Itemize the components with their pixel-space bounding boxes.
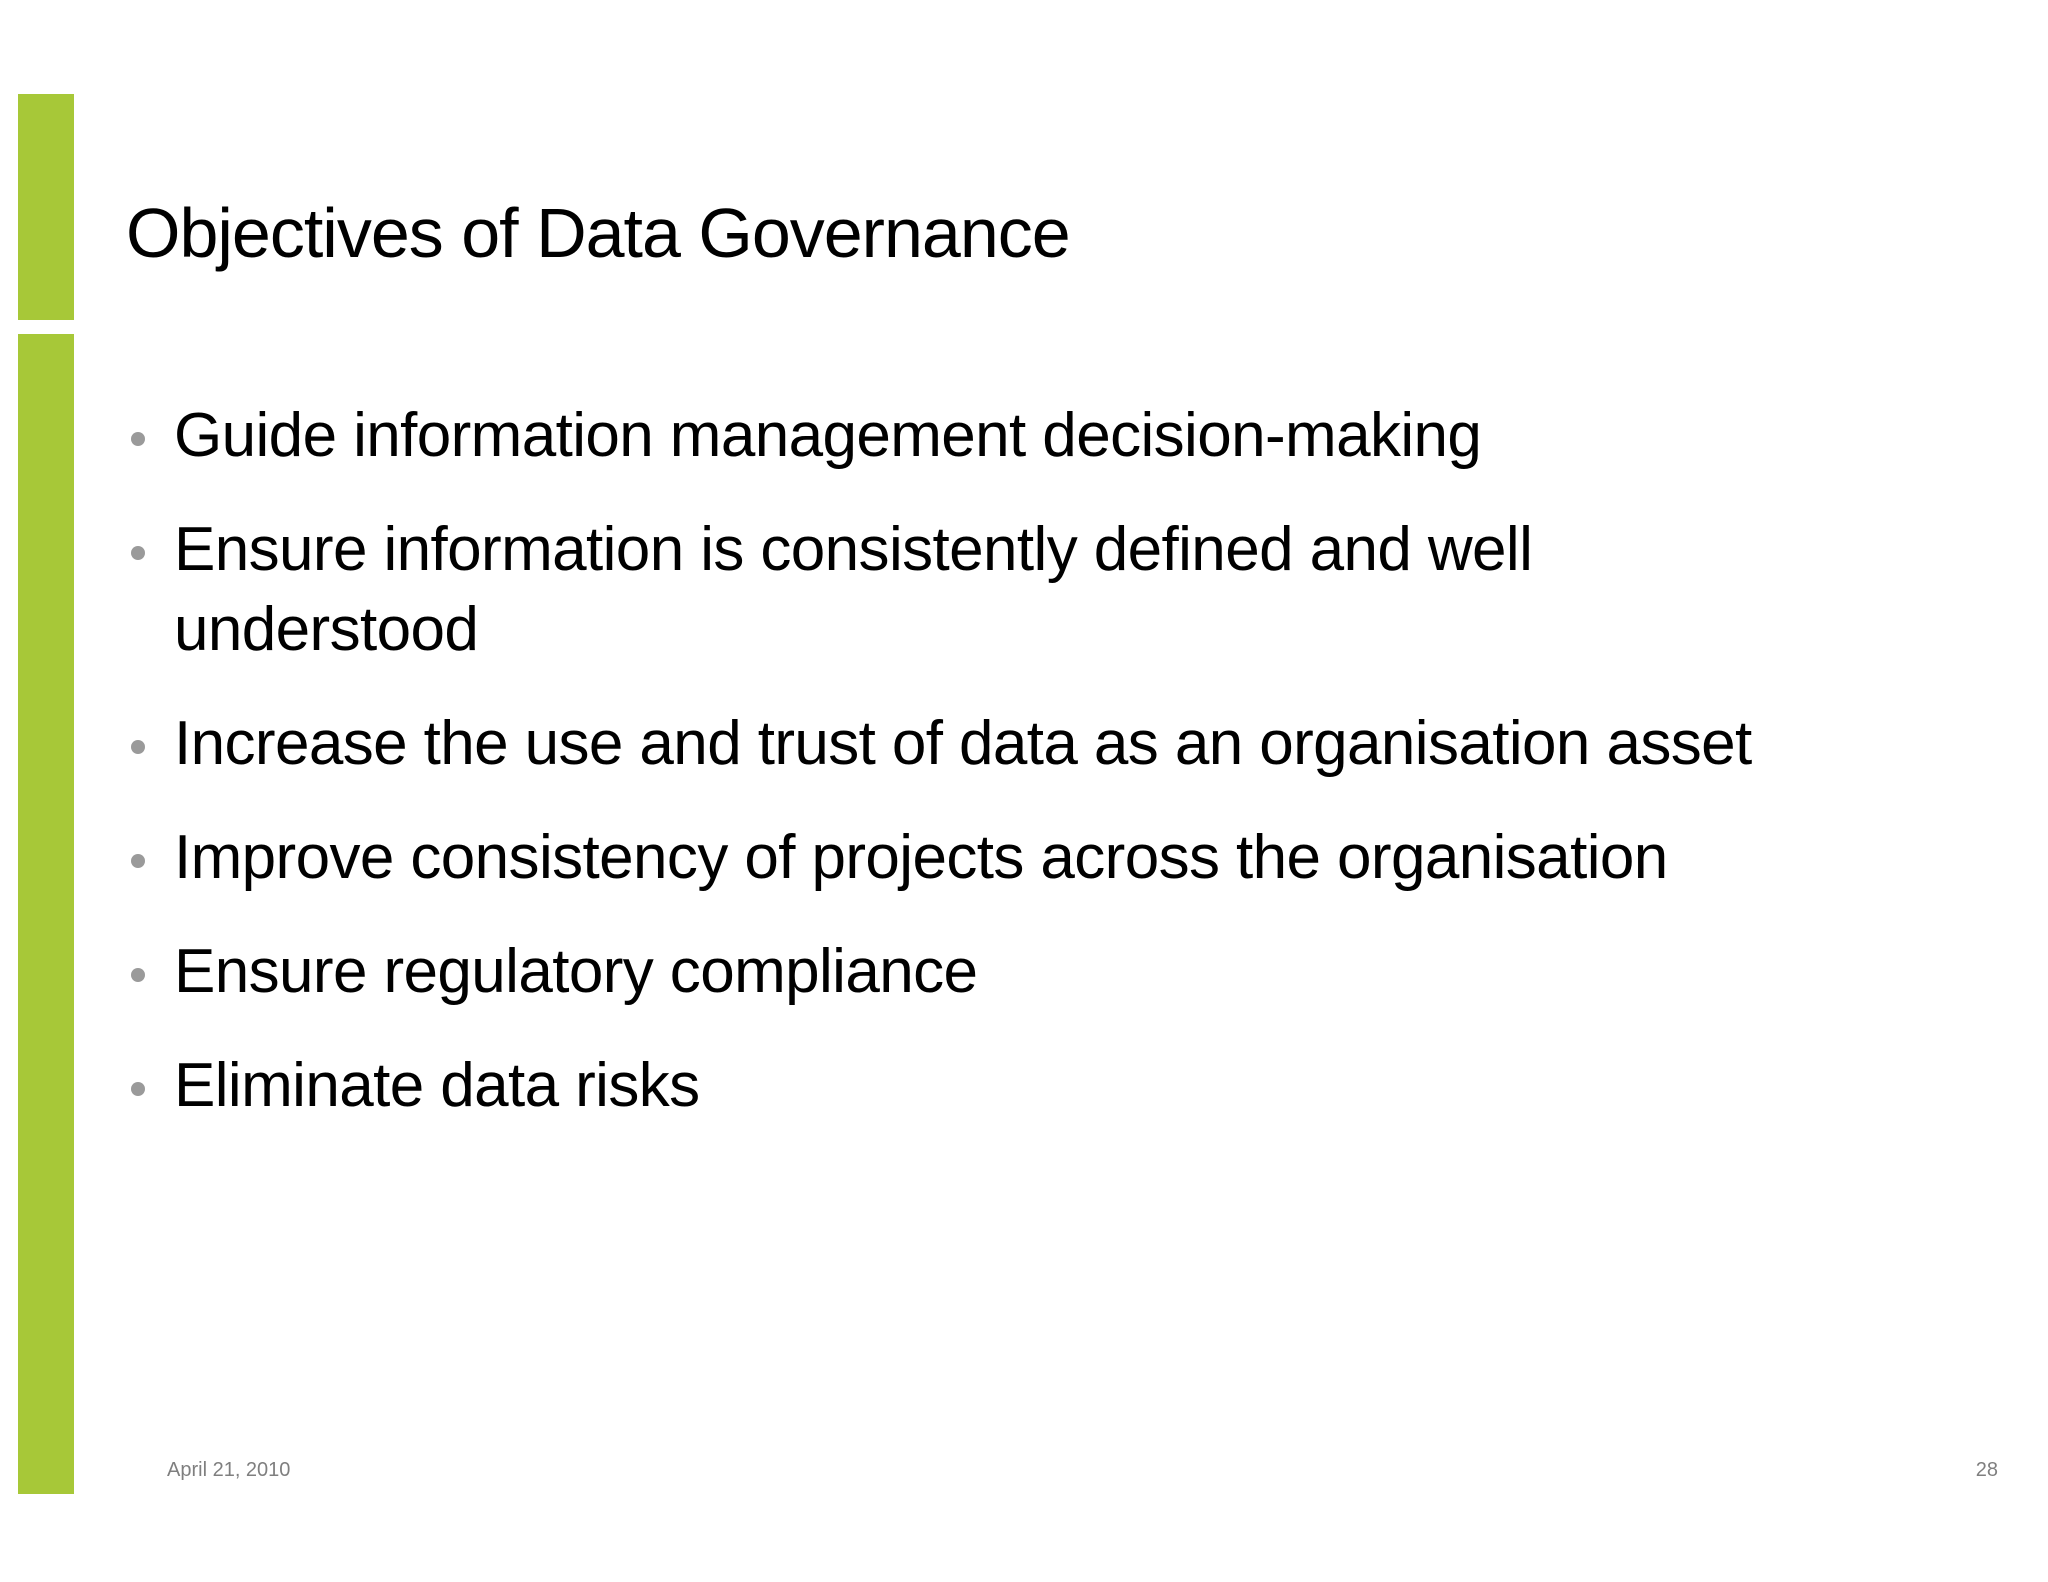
bullet-dot-icon — [131, 1082, 145, 1096]
bullet-item — [126, 510, 1794, 670]
bullet-item — [126, 396, 1926, 476]
bullet-text: Guide information management decision-making — [174, 401, 1482, 470]
bullet-text: Ensure information is consistently defined and well understood — [174, 515, 1533, 664]
bullet-dot-icon — [131, 546, 145, 560]
bullet-text: Eliminate data risks — [174, 1051, 700, 1120]
page-number: 28 — [1975, 1459, 1998, 1481]
bullet-item — [126, 818, 1926, 898]
accent-bar-bottom — [18, 334, 74, 1494]
bullet-dot-icon — [131, 740, 145, 754]
bullet-item — [126, 1046, 1926, 1126]
slide-title: Objectives of Data Governance — [126, 194, 1070, 272]
footer-date: April 21, 2010 — [167, 1459, 291, 1481]
bullet-text: Improve consistency of projects across the organisation — [174, 823, 1668, 892]
bullet-text: Ensure regulatory compliance — [174, 937, 978, 1006]
bullet-dot-icon — [131, 854, 145, 868]
bullet-item — [126, 932, 1926, 1012]
bullet-dot-icon — [131, 968, 145, 982]
bullet-text: Increase the use and trust of data as an organisation asset — [174, 709, 1752, 778]
bullet-dot-icon — [131, 432, 145, 446]
bullet-item — [126, 704, 1926, 784]
accent-bar-top — [18, 94, 74, 320]
bullet-list — [126, 396, 1926, 1160]
